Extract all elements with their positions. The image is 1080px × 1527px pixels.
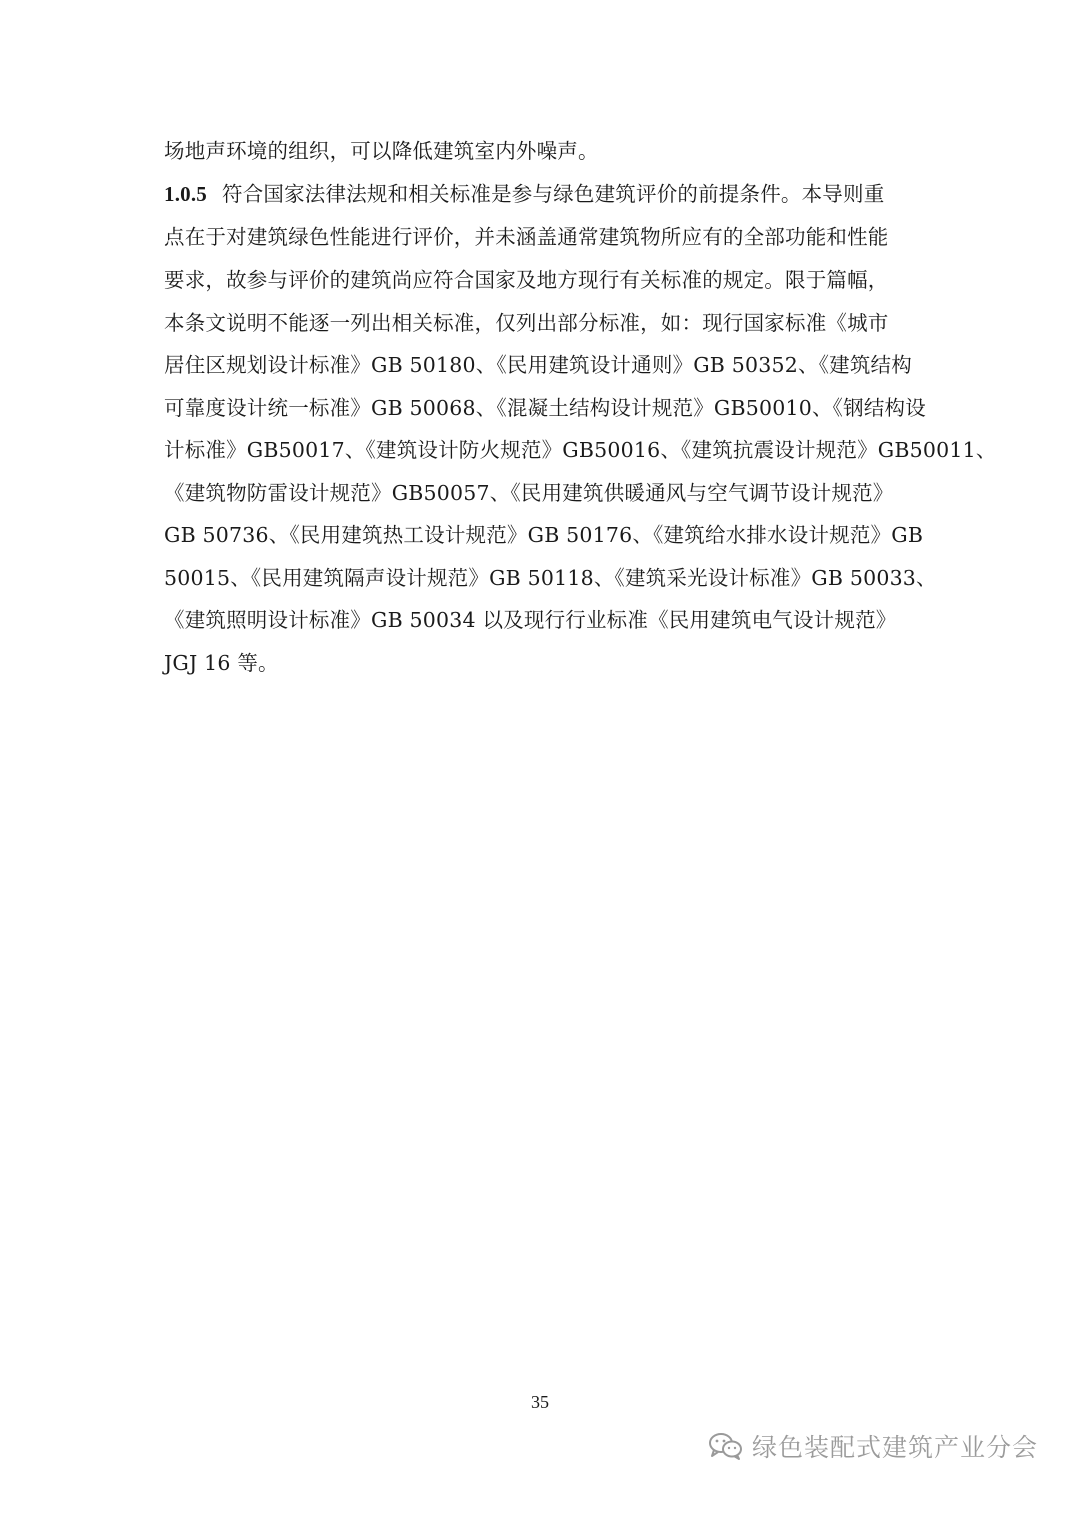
body-line-10: GB 50736、《民用建筑热工设计规范》GB 50176、《建筑给水排水设计规范》GB [164,523,924,547]
body-line-13: JGJ 16 等。 [164,651,279,675]
watermark [708,1426,1038,1466]
body-line-6: 居住区规划设计标准》GB 50180、《民用建筑设计通则》GB 50352、《建筑结构 [164,353,912,377]
body-line-9: 《建筑物防雷设计规范》GB50057、《民用建筑供暖通风与空气调节设计规范》 [164,481,894,505]
clause-1-0-5-line-1 [164,176,884,212]
body-line-11: 50015、《民用建筑隔声设计规范》GB 50118、《建筑采光设计标准》GB 50033、 [164,566,937,590]
body-line-8: 计标准》GB50017、《建筑设计防火规范》GB50016、《建筑抗震设计规范》GB50011、 [164,438,997,462]
body-line-1: 场地声环境的组织，可以降低建筑室内外噪声。 [164,139,599,163]
clause-number: 1.0.5 [164,182,207,206]
page-number: 35 [531,1392,549,1412]
body-line-3: 点在于对建筑绿色性能进行评价，并未涵盖通常建筑物所应有的全部功能和性能 [164,225,889,249]
clause-text: 符合国家法律法规和相关标准是参与绿色建筑评价的前提条件。本导则重 [222,182,885,206]
body-line-4: 要求，故参与评价的建筑尚应符合国家及地方现行有关标准的规定。限于篇幅， [164,268,889,292]
wechat-icon [708,1431,744,1461]
watermark-text: 绿色装配式建筑产业分会 [752,1433,1039,1462]
body-line-5: 本条文说明不能逐一列出相关标准，仅列出部分标准，如：现行国家标准《城市 [164,311,889,335]
body-line-12: 《建筑照明设计标准》GB 50034 以及现行行业标准《民用建筑电气设计规范》 [164,608,897,632]
body-line-7: 可靠度设计统一标准》GB 50068、《混凝土结构设计规范》GB50010、《钢结构设 [164,396,926,420]
